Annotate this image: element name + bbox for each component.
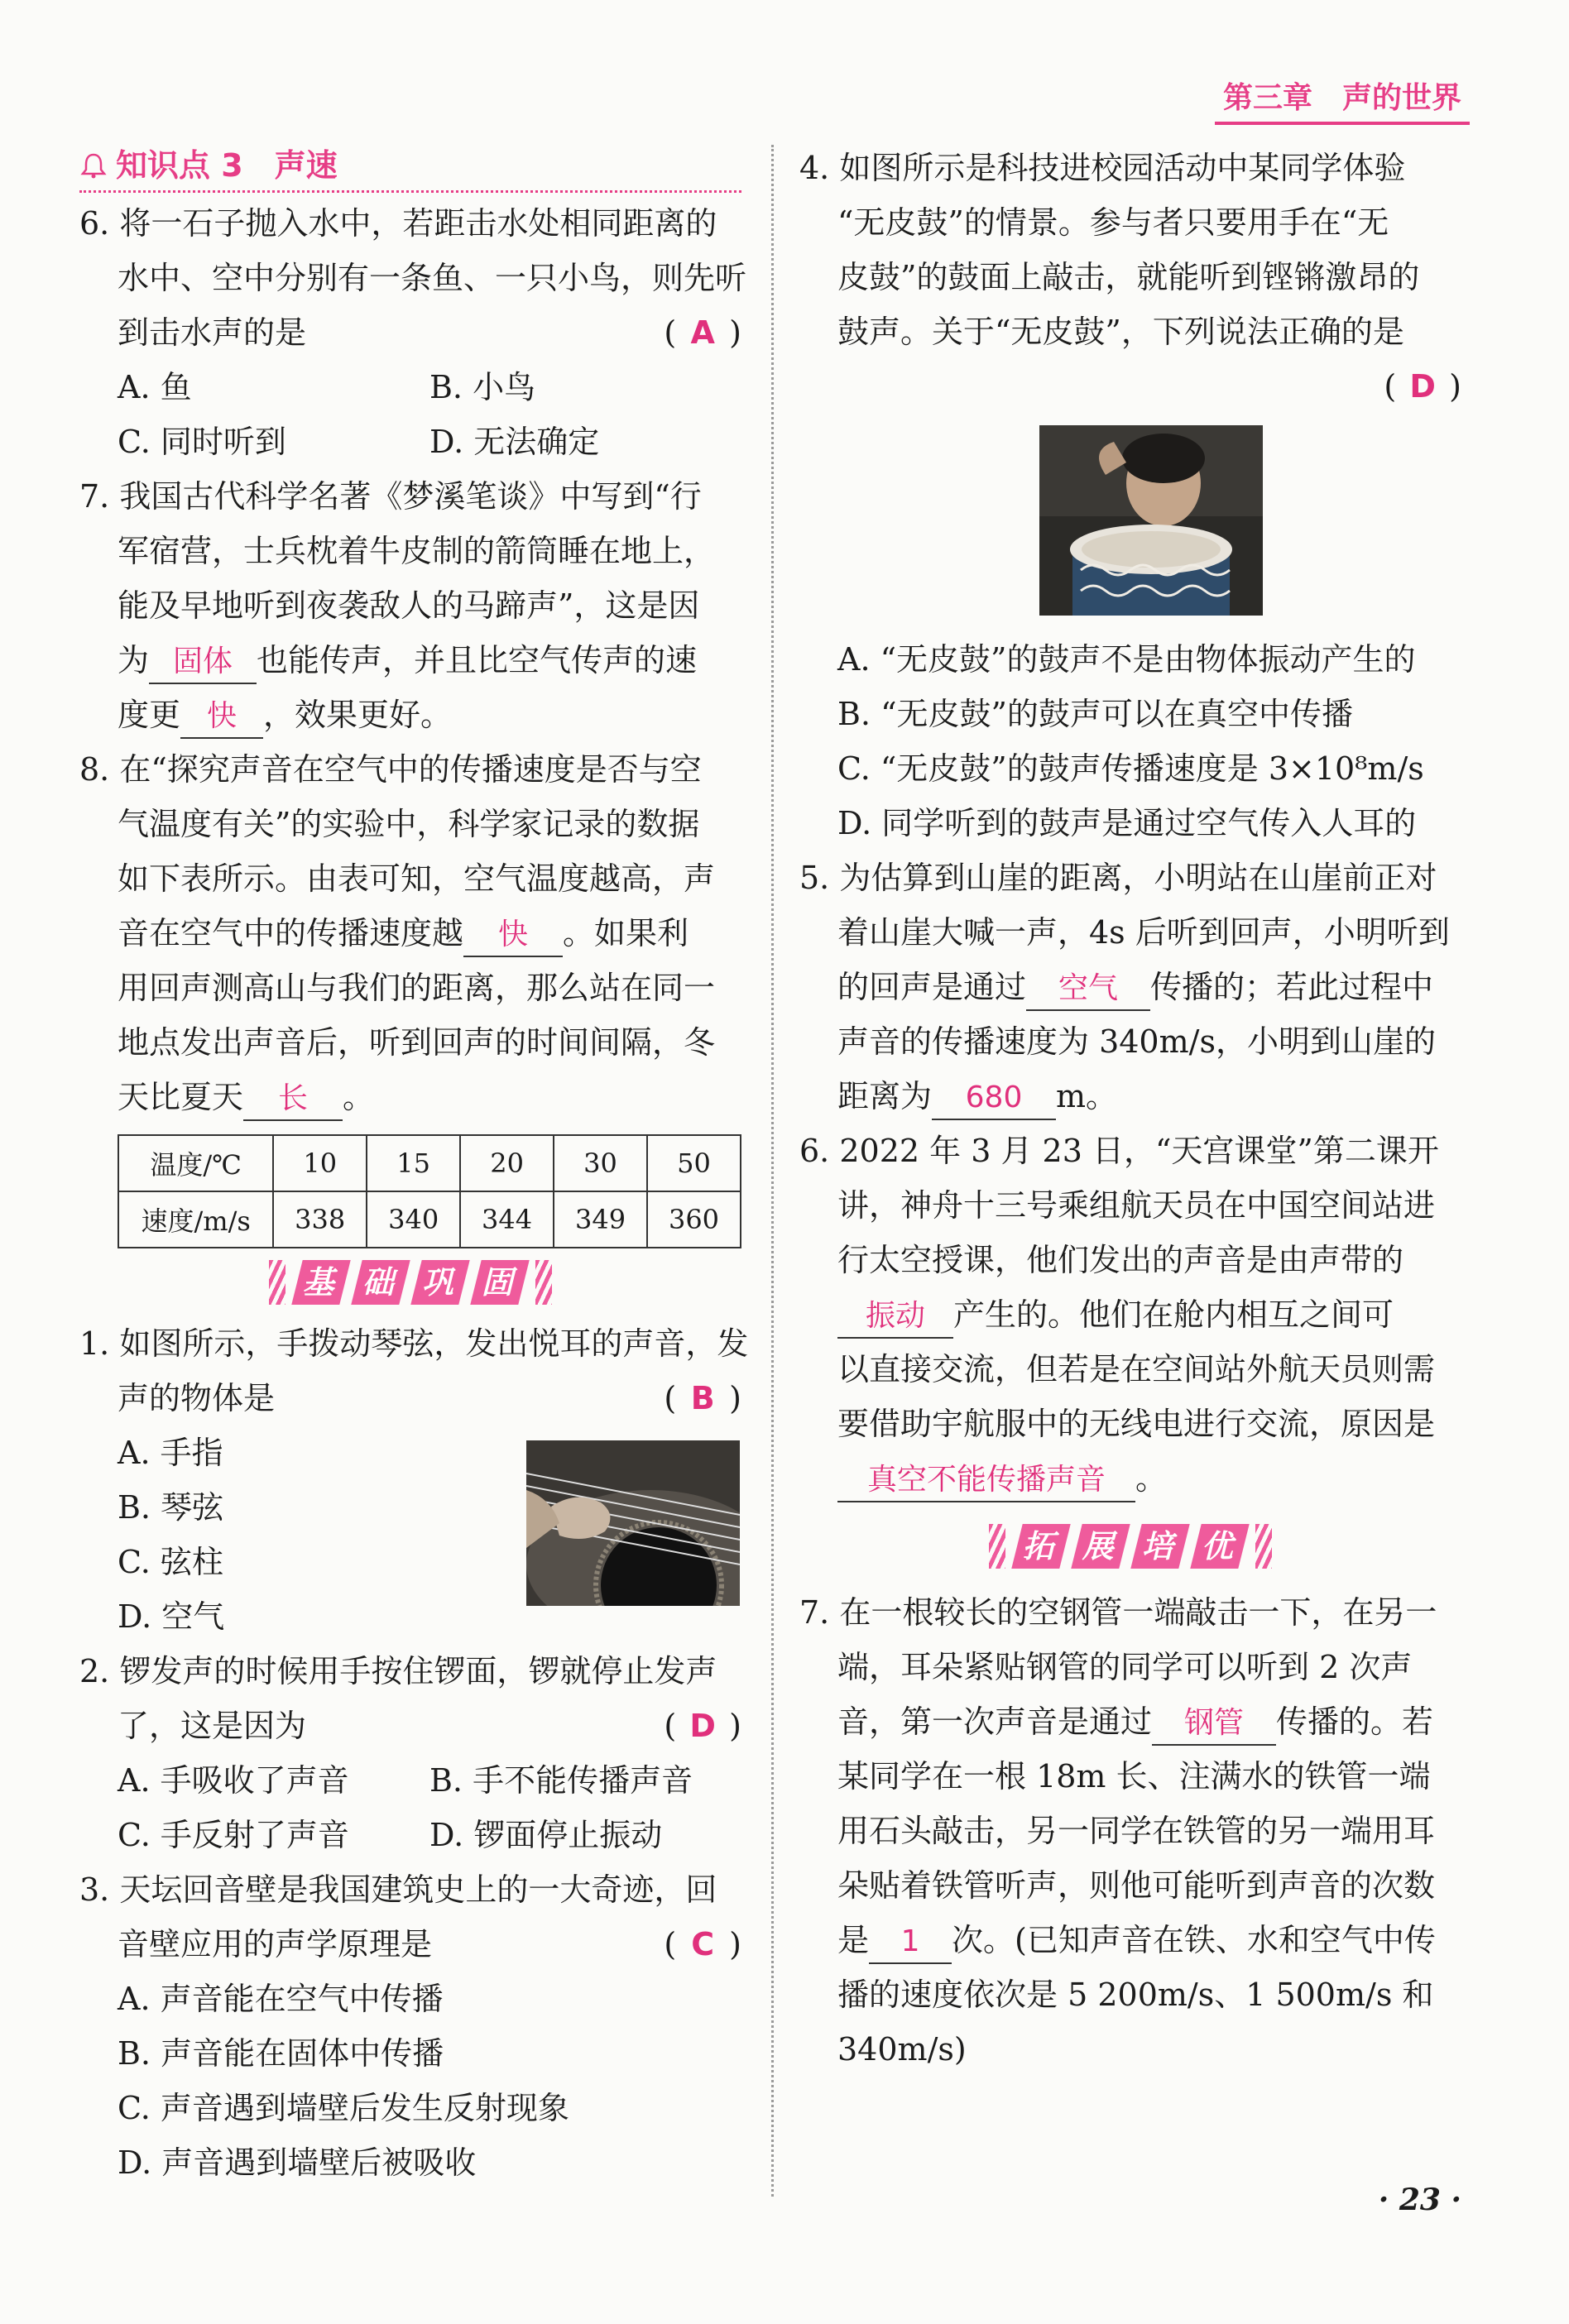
b7-line-4: 某同学在一根 18m 长、注满水的铁管一端 xyxy=(837,1758,1431,1795)
b4-line-3: 皮鼓”的鼓面上敲击，就能听到铿锵激昂的 xyxy=(837,259,1420,295)
q6-line-3 xyxy=(79,305,741,360)
b6-line-1: 6. 2022 年 3 月 23 日，“天宫课堂”第二课开 xyxy=(799,1133,1439,1169)
b5-line-3 xyxy=(799,960,1461,1014)
drum-photo xyxy=(1039,425,1263,616)
basic-question-4 xyxy=(799,141,1461,851)
q7-line-2: 军宿营，士兵枕着牛皮制的箭筒睡在地上， xyxy=(118,533,716,569)
b4-answer: D xyxy=(1409,368,1436,405)
b5-blank-2: 680 xyxy=(932,1077,1056,1120)
q7-line-3: 能及早地听到夜袭敌人的马蹄声”，这是因 xyxy=(118,587,700,624)
table-header-speed: 速度/m/s xyxy=(118,1191,273,1248)
b5-line-4: 声音的传播速度为 340m/s，小明到山崖的 xyxy=(837,1023,1436,1060)
q6-answer-bracket: ( A ) xyxy=(664,305,741,360)
b4-option-d: D. 同学听到的鼓声是通过空气传入人耳的 xyxy=(837,805,1417,841)
section-banner-basic xyxy=(79,1260,741,1305)
b1-line-2-text: 声的物体是 xyxy=(118,1380,276,1416)
b7-line-6: 朵贴着铁管听声，则他可能听到声音的次数 xyxy=(837,1867,1436,1904)
b2-options-row-1 xyxy=(79,1753,741,1808)
q6-option-c: C. 同时听到 xyxy=(118,424,286,460)
b6-line-4 xyxy=(799,1287,1461,1342)
b6-line-3: 行太空授课，他们发出的声音是由声带的 xyxy=(837,1242,1404,1278)
b4-option-c: C. “无皮鼓”的鼓声传播速度是 3×10⁸m/s xyxy=(837,750,1424,787)
b5-blank-1: 空气 xyxy=(1026,968,1150,1011)
right-column xyxy=(799,141,1461,2077)
b6-line-2: 讲，神舟十三号乘组航天员在中国空间站进 xyxy=(837,1187,1436,1224)
b2-option-b: B. 手不能传播声音 xyxy=(429,1762,693,1799)
table-cell: 340 xyxy=(367,1191,460,1248)
q8-l4-post: 。如果利 xyxy=(563,915,689,951)
b7-line-1: 7. 在一根较长的空钢管一端敲击一下，在另一 xyxy=(799,1594,1437,1631)
banner-char: 展 xyxy=(1071,1524,1130,1569)
b3-answer: C xyxy=(691,1926,715,1962)
q6-options-row-2 xyxy=(79,414,741,469)
b7-l3-pre: 音，第一次声音是通过 xyxy=(837,1703,1153,1740)
knowledge-point-title: 知识点 3 声速 xyxy=(116,147,338,184)
b3-line-2-text: 音壁应用的声学原理是 xyxy=(118,1926,433,1962)
b3-option-c: C. 声音遇到墙壁后发生反射现象 xyxy=(118,2090,569,2126)
b3-line-1: 3. 天坛回音壁是我国建筑史上的一大奇迹，回 xyxy=(79,1871,717,1908)
b4-line-1: 4. 如图所示是科技进校园活动中某同学体验 xyxy=(799,150,1406,186)
q6-option-d: D. 无法确定 xyxy=(429,424,600,460)
b2-options-row-2 xyxy=(79,1808,741,1862)
chapter-title: 第三章 声的世界 xyxy=(1222,81,1461,115)
b1-line-2 xyxy=(79,1371,741,1426)
b4-option-b: B. “无皮鼓”的鼓声可以在真空中传播 xyxy=(837,696,1353,732)
left-column xyxy=(79,141,749,2190)
b3-option-b: B. 声音能在固体中传播 xyxy=(118,2035,444,2072)
b6-line-6: 要借助宇航服中的无线电进行交流，原因是 xyxy=(837,1406,1436,1442)
table-row-temperature xyxy=(118,1135,741,1191)
q7-l5-post: ，效果更好。 xyxy=(263,697,453,733)
basic-question-1 xyxy=(79,1316,749,1644)
q8-l4-pre: 音在空气中的传播速度越 xyxy=(118,915,464,951)
b7-line-2: 端，耳朵紧贴钢管的同学可以听到 2 次声 xyxy=(837,1649,1413,1685)
b1-line-1: 1. 如图所示，手拨动琴弦，发出悦耳的声音，发 xyxy=(79,1325,749,1362)
q6-answer: A xyxy=(690,314,715,351)
question-8 xyxy=(79,742,741,1248)
banner-char: 优 xyxy=(1190,1524,1249,1569)
banner-char: 固 xyxy=(470,1260,529,1305)
banner-char: 培 xyxy=(1130,1524,1189,1569)
b1-option-d: D. 空气 xyxy=(118,1598,225,1635)
table-cell: 10 xyxy=(273,1135,367,1191)
q6-option-a: A. 鱼 xyxy=(118,369,192,405)
banner-char: 巩 xyxy=(410,1260,469,1305)
q7-blank-2: 快 xyxy=(180,696,263,739)
q8-l7-pre: 天比夏天 xyxy=(118,1079,244,1115)
b5-l3-post: 传播的；若此过程中 xyxy=(1150,969,1434,1005)
section-banner-advanced xyxy=(799,1524,1461,1569)
chapter-header xyxy=(1223,74,1461,122)
b7-line-7 xyxy=(799,1913,1461,1967)
b7-blank-2: 1 xyxy=(869,1921,952,1964)
banner-char: 拓 xyxy=(1011,1524,1070,1569)
basic-question-6 xyxy=(799,1124,1461,1506)
b6-blank-2: 真空不能传播声音 xyxy=(837,1459,1135,1502)
b2-answer: D xyxy=(689,1708,716,1744)
page-number: · 23 · xyxy=(1378,2183,1461,2217)
b5-l5-pre: 距离为 xyxy=(837,1078,933,1114)
basic-question-3 xyxy=(79,1862,741,2190)
question-7 xyxy=(79,469,741,742)
basic-question-2 xyxy=(79,1644,741,1862)
b2-option-a: A. 手吸收了声音 xyxy=(118,1762,349,1799)
banner-char: 基 xyxy=(291,1260,350,1305)
q7-l4-post: 也能传声，并且比空气传声的速 xyxy=(257,642,698,678)
b5-l3-pre: 的回声是通过 xyxy=(837,969,1027,1005)
b7-line-8: 播的速度依次是 5 200m/s、1 500m/s 和 xyxy=(837,1977,1434,2013)
b1-option-b: B. 琴弦 xyxy=(118,1489,224,1526)
table-cell: 360 xyxy=(647,1191,741,1248)
q6-option-b: B. 小鸟 xyxy=(429,369,536,405)
guitar-photo xyxy=(526,1440,740,1606)
table-cell: 344 xyxy=(460,1191,554,1248)
b1-answer: B xyxy=(690,1380,715,1416)
table-cell: 50 xyxy=(647,1135,741,1191)
b7-line-3 xyxy=(799,1694,1461,1749)
b6-line-5: 以直接交流，但若是在空间站外航天员则需 xyxy=(837,1351,1436,1387)
q7-line-4 xyxy=(79,633,741,688)
q8-l7-post: 。 xyxy=(343,1079,375,1115)
q7-line-1: 7. 我国古代科学名著《梦溪笔谈》中写到“行 xyxy=(79,478,702,515)
b1-answer-bracket: ( B ) xyxy=(664,1371,741,1426)
b4-option-a: A. “无皮鼓”的鼓声不是由物体振动产生的 xyxy=(837,641,1416,678)
basic-question-5 xyxy=(799,851,1461,1124)
q8-line-7 xyxy=(79,1070,741,1124)
column-divider xyxy=(771,145,774,2197)
q7-line-5 xyxy=(79,688,741,742)
b1-option-a: A. 手指 xyxy=(118,1435,223,1471)
b4-answer-line xyxy=(799,359,1461,414)
b4-line-2: “无皮鼓”的情景。参与者只要用手在“无 xyxy=(837,204,1389,241)
table-row-speed xyxy=(118,1191,741,1248)
b4-answer-bracket: ( D ) xyxy=(1384,359,1461,414)
b3-answer-bracket: ( C ) xyxy=(664,1917,741,1972)
table-cell: 338 xyxy=(273,1191,367,1248)
b4-line-4: 鼓声。关于“无皮鼓”，下列说法正确的是 xyxy=(837,314,1404,350)
b5-line-1: 5. 为估算到山崖的距离，小明站在山崖前正对 xyxy=(799,860,1437,896)
q6-line-1: 6. 将一石子抛入水中，若距击水处相同距离的 xyxy=(79,205,717,242)
table-cell: 15 xyxy=(367,1135,460,1191)
b5-line-2: 着山崖大喊一声，4s 后听到回声，小明听到 xyxy=(837,914,1450,951)
table-cell: 30 xyxy=(554,1135,647,1191)
q6-line-3-text: 到击水声的是 xyxy=(118,314,307,351)
table-header-temperature: 温度/℃ xyxy=(118,1135,273,1191)
q8-line-4 xyxy=(79,906,741,961)
advanced-question-7 xyxy=(799,1585,1461,2077)
b7-l3-post: 传播的。若 xyxy=(1276,1703,1434,1740)
b6-blank-1: 振动 xyxy=(837,1296,953,1339)
b7-line-9: 340m/s) xyxy=(837,2031,967,2068)
b6-line-7 xyxy=(799,1451,1461,1506)
q8-line-1: 8. 在“探究声音在空气中的传播速度是否与空 xyxy=(79,751,702,788)
q7-blank-1: 固体 xyxy=(149,641,257,684)
b7-l7-pre: 是 xyxy=(837,1922,870,1958)
table-cell: 349 xyxy=(554,1191,647,1248)
q8-blank-1: 快 xyxy=(463,914,563,957)
b6-l7-post: 。 xyxy=(1135,1460,1168,1497)
q8-line-2: 气温度有关”的实验中，科学家记录的数据 xyxy=(118,806,700,842)
b3-line-2 xyxy=(79,1917,741,1972)
q8-blank-2: 长 xyxy=(243,1078,343,1121)
b3-option-d: D. 声音遇到墙壁后被吸收 xyxy=(118,2144,477,2181)
q7-l5-pre: 度更 xyxy=(118,697,181,733)
b2-line-1: 2. 锣发声的时候用手按住锣面，锣就停止发声 xyxy=(79,1653,717,1689)
b3-option-a: A. 声音能在空气中传播 xyxy=(118,1981,444,2017)
q8-line-5: 用回声测高山与我们的距离，那么站在同一 xyxy=(118,970,716,1006)
b2-answer-bracket: ( D ) xyxy=(664,1699,741,1753)
b2-option-d: D. 锣面停止振动 xyxy=(429,1817,663,1853)
b6-l4-post: 产生的。他们在舱内相互之间可 xyxy=(953,1296,1394,1333)
header-underline xyxy=(1215,122,1470,125)
question-6 xyxy=(79,196,747,469)
q7-l4-pre: 为 xyxy=(118,642,150,678)
b1-option-c: C. 弦柱 xyxy=(118,1544,223,1580)
b7-blank-1: 钢管 xyxy=(1152,1703,1276,1746)
b2-option-c: C. 手反射了声音 xyxy=(118,1817,349,1853)
bell-icon xyxy=(79,151,108,180)
b7-l7-post: 次。(已知声音在铁、水和空气中传 xyxy=(952,1922,1436,1958)
knowledge-point-heading xyxy=(79,141,741,193)
b5-line-5 xyxy=(799,1069,1461,1124)
q8-line-6: 地点发出声音后，听到回声的时间间隔，冬 xyxy=(118,1024,716,1061)
table-cell: 20 xyxy=(460,1135,554,1191)
b2-line-2 xyxy=(79,1699,741,1753)
b5-l5-post: m。 xyxy=(1056,1078,1118,1114)
q6-line-2: 水中、空中分别有一条鱼、一只小鸟，则先听 xyxy=(118,260,747,296)
b2-line-2-text: 了，这是因为 xyxy=(118,1708,307,1744)
q6-options-row-1 xyxy=(79,360,741,414)
b7-line-5: 用石头敲击，另一同学在铁管的另一端用耳 xyxy=(837,1813,1436,1849)
temperature-speed-table xyxy=(118,1134,741,1248)
banner-char: 础 xyxy=(351,1260,410,1305)
q8-line-3: 如下表所示。由表可知，空气温度越高，声 xyxy=(118,860,716,897)
